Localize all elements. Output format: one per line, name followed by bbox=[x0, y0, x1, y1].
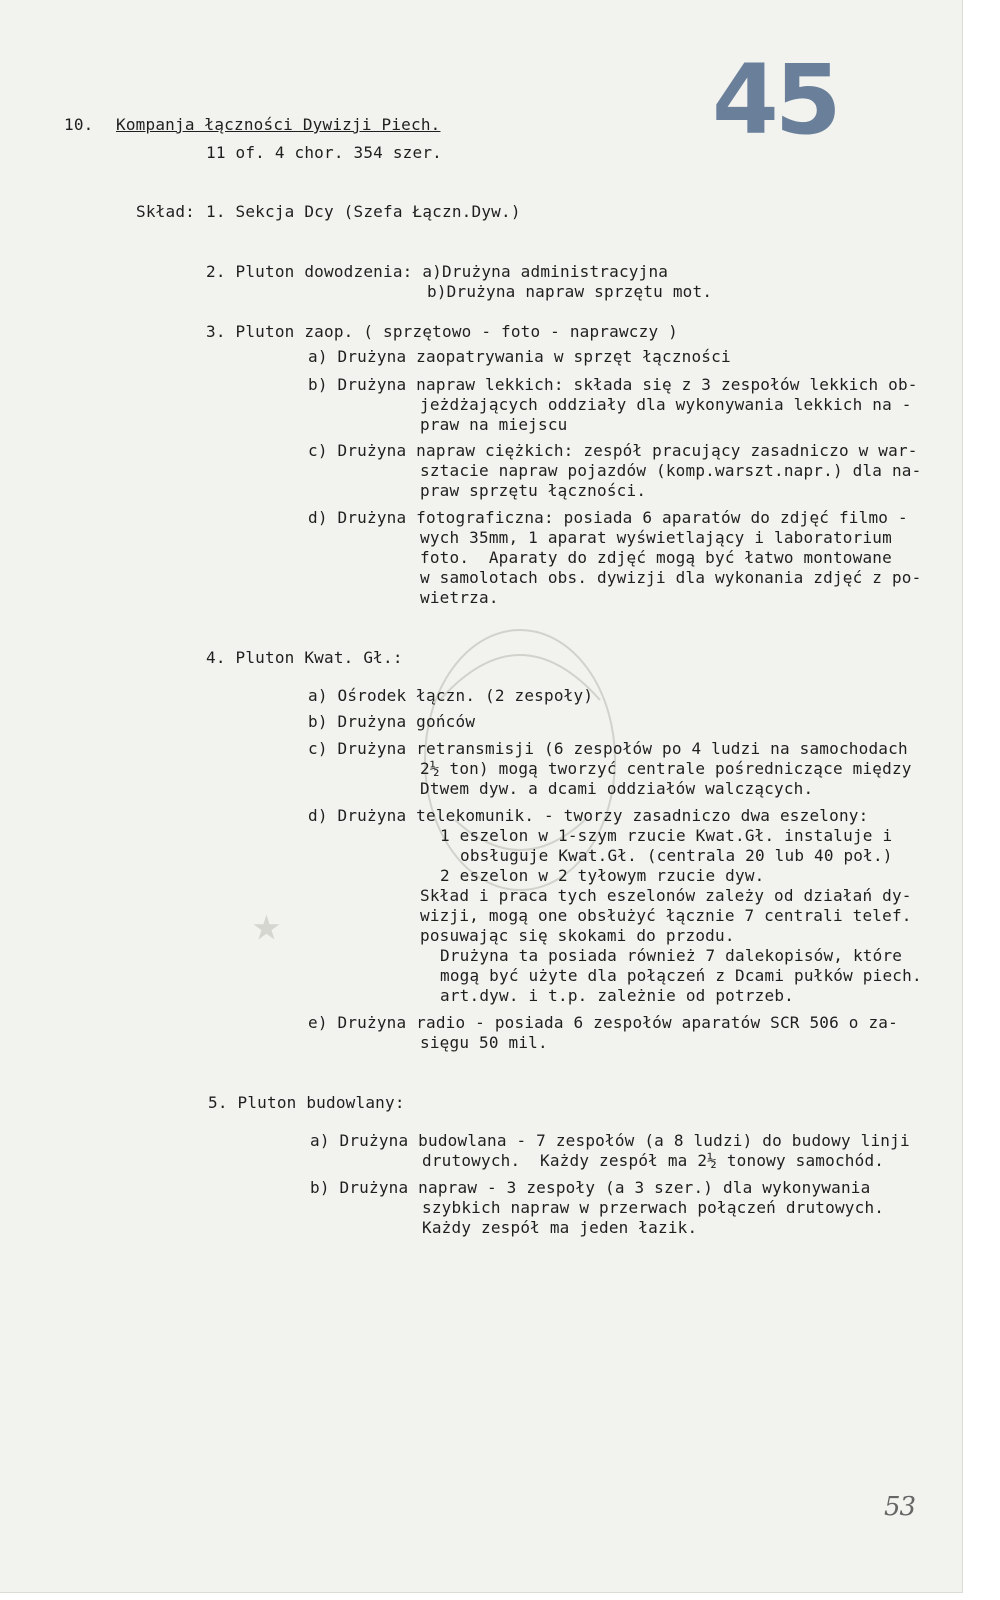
pluton-4-item: 2½ ton) mogą tworzyć centrale pośredniczące między bbox=[420, 759, 912, 778]
pluton-4-item: wizji, mogą one obsłużyć łącznie 7 centrali telef. bbox=[420, 906, 912, 925]
section-number: 10. bbox=[64, 115, 94, 134]
pluton-3-title: 3. Pluton zaop. ( sprzętowo - foto - naprawczy ) bbox=[206, 322, 678, 341]
pluton-4-item: e) Drużyna radio - posiada 6 zespołów aparatów SCR 506 o za- bbox=[308, 1013, 898, 1032]
unit-strength: 11 of. 4 chor. 354 szer. bbox=[206, 143, 442, 162]
pluton-4-item: Skład i praca tych eszelonów zależy od działań dy- bbox=[420, 886, 912, 905]
pluton-4-item: b) Drużyna gońców bbox=[308, 712, 476, 731]
pluton-5-title: 5. Pluton budowlany: bbox=[208, 1093, 405, 1112]
pluton-3-item: d) Drużyna fotograficzna: posiada 6 aparatów do zdjęć filmo - bbox=[308, 508, 908, 527]
pluton-4-item: Drużyna ta posiada również 7 dalekopisów, które bbox=[440, 946, 903, 965]
pluton-3-item: wych 35mm, 1 aparat wyświetlający i laboratorium bbox=[420, 528, 892, 547]
pluton-4-item: c) Drużyna retransmisji (6 zespołów po 4 ludzi na samochodach bbox=[308, 739, 908, 758]
pluton-4-item: mogą być użyte dla połączeń z Dcami pułków piech. bbox=[440, 966, 922, 985]
pluton-4-item: art.dyw. i t.p. zależnie od potrzeb. bbox=[440, 986, 794, 1005]
section-title: Kompanja łączności Dywizji Piech. bbox=[116, 115, 441, 134]
pluton-5-item: Każdy zespół ma jeden łazik. bbox=[422, 1218, 698, 1237]
pluton-5-item: a) Drużyna budowlana - 7 zespołów (a 8 ludzi) do budowy linji bbox=[310, 1131, 910, 1150]
pluton-3-item: a) Drużyna zaopatrywania w sprzęt łączności bbox=[308, 347, 731, 366]
pluton-2-line: 2. Pluton dowodzenia: a)Drużyna administracyjna bbox=[206, 262, 669, 281]
pluton-3-item: praw na miejscu bbox=[420, 415, 568, 434]
pluton-3-item: w samolotach obs. dywizji dla wykonania zdjęć z po- bbox=[420, 568, 922, 587]
pluton-5-item: b) Drużyna napraw - 3 zespoły (a 3 szer.) dla wykonywania bbox=[310, 1178, 871, 1197]
pluton-4-item: Dtwem dyw. a dcami oddziałów walczących. bbox=[420, 779, 814, 798]
pluton-3-item: praw sprzętu łączności. bbox=[420, 481, 647, 500]
archive-stamp-number: 45 bbox=[712, 44, 838, 156]
pluton-2-line: b)Drużyna napraw sprzętu mot. bbox=[427, 282, 713, 301]
pluton-3-item: jeżdżających oddziały dla wykonywania lekkich na - bbox=[420, 395, 912, 414]
pluton-4-item: 1 eszelon w 1-szym rzucie Kwat.Gł. instaluje i bbox=[440, 826, 893, 845]
pluton-4-title: 4. Pluton Kwat. Gł.: bbox=[206, 648, 403, 667]
pluton-4-item: d) Drużyna telekomunik. - tworzy zasadniczo dwa eszelony: bbox=[308, 806, 869, 825]
pluton-4-item: 2 eszelon w 2 tyłowym rzucie dyw. bbox=[440, 866, 765, 885]
pluton-3-item: c) Drużyna napraw ciężkich: zespół pracujący zasadniczo w war- bbox=[308, 441, 918, 460]
pluton-5-item: szybkich napraw w przerwach połączeń drutowych. bbox=[422, 1198, 885, 1217]
sklad-label: Skład: bbox=[136, 202, 195, 221]
pluton-3-item: sztacie napraw pojazdów (komp.warszt.napr.) dla na- bbox=[420, 461, 922, 480]
pluton-4-item: sięgu 50 mil. bbox=[420, 1033, 548, 1052]
pluton-4-item: obsługuje Kwat.Gł. (centrala 20 lub 40 poł.) bbox=[460, 846, 893, 865]
pluton-3-item: wietrza. bbox=[420, 588, 499, 607]
pluton-5-item: drutowych. Każdy zespół ma 2½ tonowy samochód. bbox=[422, 1151, 885, 1170]
pluton-4-item: a) Ośrodek łączn. (2 zespoły) bbox=[308, 686, 594, 705]
pluton-3-item: foto. Aparaty do zdjęć mogą być łatwo montowane bbox=[420, 548, 892, 567]
watermark-star-icon: ★ bbox=[252, 896, 281, 952]
pluton-3-item: b) Drużyna napraw lekkich: składa się z 3 zespołów lekkich ob- bbox=[308, 375, 918, 394]
pluton-4-item: posuwając się skokami do przodu. bbox=[420, 926, 735, 945]
handwritten-page-number: 53 bbox=[884, 1492, 916, 1522]
sklad-item-1: 1. Sekcja Dcy (Szefa Łączn.Dyw.) bbox=[206, 202, 521, 221]
